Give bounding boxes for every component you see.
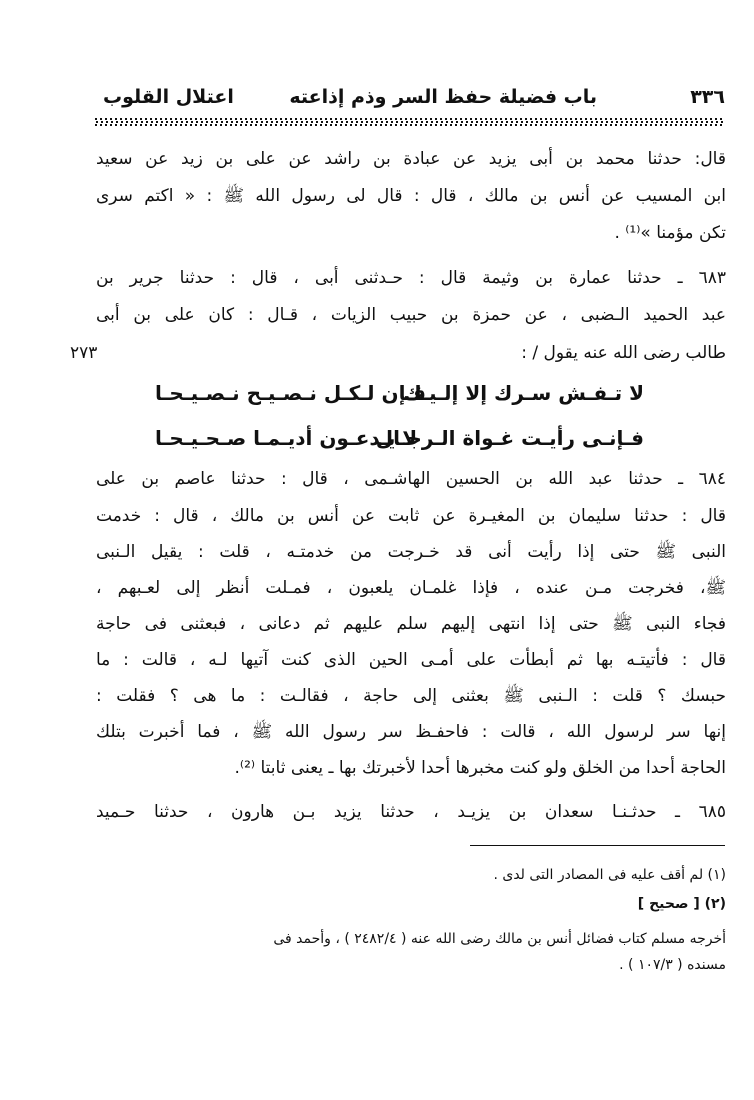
text-line: قال : فأتيتـه بها ثم أبطأت على أمـى الحين الذى كنت آتيها لـه ، قالت : ما [96,650,726,670]
text-line: حبسك ؟ قلت : الـنبى ﷺ بعثنى إلى حاجة ، فقالـت : ما هى ؟ فقلت : [96,686,726,706]
verse-hemistich: لا تـفـش سـرك إلا إلـيـك [403,381,644,405]
footnote: (١) لم أقف عليه فى المصادر التى لدى . [493,867,726,883]
header-ornamental-rule [95,118,725,126]
text-line: الحاجة أحدا من الخلق ولو كنت مخبرها أحدا لأخبرتك بها ـ يعنى ثابتا ⁽²⁾. [234,758,726,778]
chapter-title: باب فضيلة حفظ السر وذم إذاعته [289,86,597,108]
page-number: ٣٣٦ [690,86,725,108]
footnote: مسنده ( ١٠٧/٣ ) . [619,957,726,973]
margin-page-number: ٢٧٣ [70,343,98,363]
book-title: اعتلال القلوب [103,86,234,108]
verse-hemistich: فـإن لـكـل نـصـيـح نـصـيـحـا [155,381,427,405]
verse-hemistich: لا يـدعـون أديـمـا صـحـيـحـا [155,426,418,450]
text-line: ٦٨٤ ـ حدثنا عبد الله بن الحسين الهاشـمى ، قال : حدثنا عاصم بن على [96,469,726,489]
verse-hemistich: فـإنـى رأيـت غـواة الـرجـال [375,426,644,450]
footnote: (٢) [ صحيح ] [637,896,726,912]
text-line: ٦٨٥ ـ حدثـنـا سعدان بن يزيـد ، حدثنا يزيد بـن هارون ، حدثنا حـميد [96,802,726,822]
footnote-rule [470,845,725,846]
text-line: عبد الحميد الـضبى ، عن حمزة بن حبيب الزيات ، قـال : كان على بن أبى [96,305,726,325]
page-header [95,86,725,116]
text-line: طالب رضى الله عنه يقول / : [521,343,726,363]
text-line: قال : حدثنا سليمان بن المغيـرة عن ثابت عن أنس بن مالك ، قال : خدمت [96,506,726,526]
text-line: قال: حدثنا محمد بن أبى يزيد عن عبادة بن راشد عن على بن زيد عن سعيد [96,149,726,169]
text-line: إنها سر لرسول الله ، قالت : فاحفـظ سر رسول الله ﷺ ، فما أخبرت بتلك [96,722,726,742]
text-line: تكن مؤمنا »⁽¹⁾ . [614,223,726,243]
text-line: ﷺ، فخرجت مـن عنده ، فإذا غلمـان يلعبون ، فمـلت أنظر إلى لعـبهم ، [96,578,726,598]
text-line: فجاء النبى ﷺ حتى إذا انتهى إليهم سلم عليهم ثم دعانى ، فبعثنى فى حاجة [96,614,726,634]
text-line: ابن المسيب عن أنس بن مالك ، قال : قال لى رسول الله ﷺ : « اكتم سرى [96,186,726,206]
text-line: ٦٨٣ ـ حدثنا عمارة بن وثيمة قال : حـدثنى أبى ، قال : حدثنا جرير بن [96,268,726,288]
footnote: أخرجه مسلم كتاب فضائل أنس بن مالك رضى الله عنه ( ٢٤٨٢/٤ ) ، وأحمد فى [273,931,726,947]
text-line: النبى ﷺ حتى إذا رأيت أنى قد خـرجت من خدمتـه ، قلت : يقيل الـنبى [96,542,726,562]
